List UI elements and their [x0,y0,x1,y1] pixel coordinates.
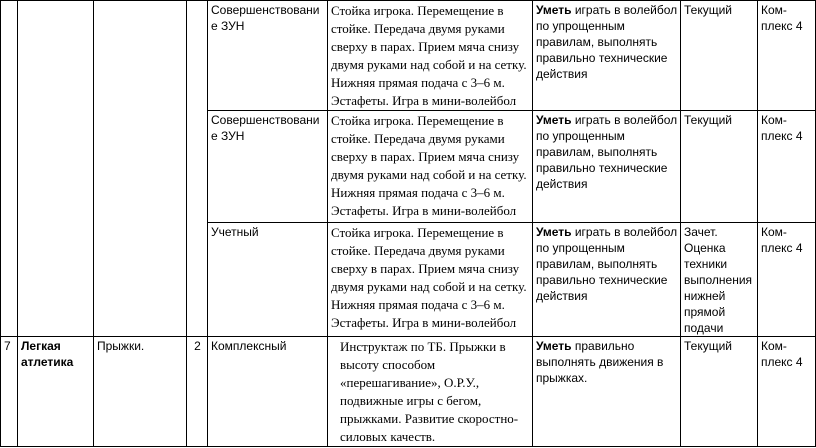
hours-cell [187,1,208,337]
lesson-type-cell: Учетный [208,223,328,337]
num-cell: 7 [1,337,18,447]
homework-cell: Ком-плекс 4 [758,223,816,337]
control-cell: Текущий [681,1,758,111]
topic-cell: Прыжки. [94,337,187,447]
table-row [1,337,816,447]
control-cell: Текущий [681,111,758,223]
num-cell [1,1,18,337]
content-cell: Стойка игрока. Перемещение в стойке. Передача двумя руками сверху в парах. Прием мяча снизу двумя руками над собой и на сетку. Нижняя прямая подача с 3–6 м. Эстафеты. Игра в мини-волейбол [328,1,533,111]
req-text: играть в волейбол по упрощенным правилам, выполнять правильно технические действия [536,225,678,303]
control-cell: Зачет. Оценка техники выполнения нижней прямой подачи [681,223,758,337]
section-cell: Легкая атлетика [18,337,94,447]
req-text: правильно выполнять движения в прыжках. [536,339,664,385]
requirements-cell [533,1,681,111]
homework-cell: Ком-плекс 4 [758,1,816,111]
lesson-type-cell: Совершенствование ЗУН [208,1,328,111]
req-bold: Уметь [536,225,572,239]
requirements-cell [533,337,681,447]
control-cell: Текущий [681,337,758,447]
lesson-type-cell: Совершенствование ЗУН [208,111,328,223]
lesson-type-cell: Комплексный [208,337,328,447]
section-cell [18,1,94,337]
hours-cell: 2 [187,337,208,447]
req-text: играть в волейбол по упрощенным правилам, выполнять правильно технические действия [536,113,678,191]
homework-cell: Ком-плекс 4 [758,337,816,447]
requirements-cell [533,223,681,337]
req-bold: Уметь [536,3,572,17]
req-bold: Уметь [536,113,572,127]
topic-cell [94,1,187,337]
content-cell: Инструктаж по ТБ. Прыжки в высоту способом «перешагивание», О.Р.У., подвижные игры с бегом, прыжками. Развитие скоростно-силовых качеств. [328,337,533,447]
table-row [1,1,816,111]
req-bold: Уметь [536,339,572,353]
content-cell: Стойка игрока. Перемещение в стойке. Передача двумя руками сверху в парах. Прием мяча снизу двумя руками над собой и на сетку. Нижняя прямая подача с 3–6 м. Эстафеты. Игра в мини-волейбол [328,223,533,337]
requirements-cell [533,111,681,223]
req-text: играть в волейбол по упрощенным правилам, выполнять правильно технические действия [536,3,678,81]
homework-cell: Ком-плекс 4 [758,111,816,223]
content-cell: Стойка игрока. Перемещение в стойке. Передача двумя руками сверху в парах. Прием мяча снизу двумя руками над собой и на сетку. Нижняя прямая подача с 3–6 м. Эстафеты. Игра в мини-волейбол [328,111,533,223]
